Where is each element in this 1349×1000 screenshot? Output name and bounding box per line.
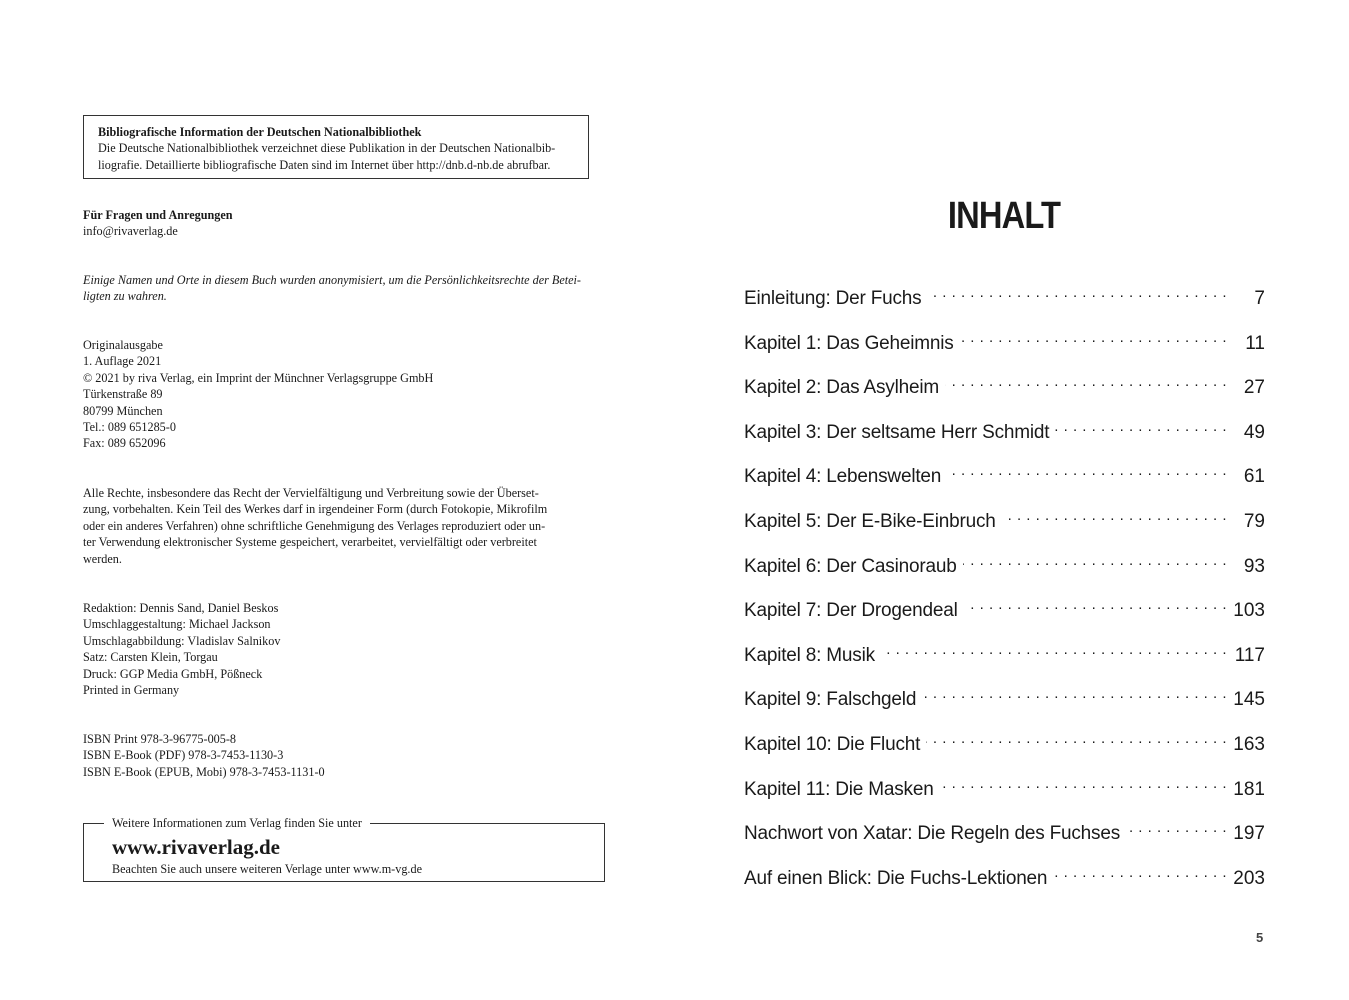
anonymization-note — [83, 272, 605, 305]
rights-block — [83, 485, 605, 567]
toc-entry-label: Auf einen Blick: Die Fuchs-Lektionen — [744, 867, 1048, 889]
toc-entry — [744, 373, 1265, 418]
toc-dot-leader — [881, 641, 1227, 661]
toc-entry — [744, 507, 1265, 552]
toc-entry-page: 27 — [1243, 377, 1265, 399]
edition-line: 80799 München — [83, 403, 163, 418]
toc-entry-label: Kapitel 4: Lebenswelten — [744, 466, 942, 488]
toc-entry-page: 117 — [1234, 644, 1265, 666]
toc-entry-label: Kapitel 1: Das Geheimnis — [744, 332, 954, 354]
edition-block — [83, 337, 605, 452]
credits-line: Umschlaggestaltung: Michael Jackson — [83, 617, 271, 632]
toc-dot-leader — [922, 685, 1227, 705]
isbn-line: ISBN E-Book (EPUB, Mobi) 978-3-7453-1131-0 — [83, 764, 325, 779]
toc-entry — [744, 775, 1265, 820]
isbn-line: ISBN Print 978-3-96775-005-8 — [83, 732, 237, 746]
toc-entry-page: 163 — [1233, 733, 1265, 755]
web-box-legend: Weitere Informationen zum Verlag finden Sie unter — [104, 815, 370, 831]
toc-entry — [744, 596, 1265, 641]
toc-entry-label: Kapitel 8: Musik — [744, 644, 875, 666]
rights-line: werden. — [83, 551, 122, 566]
toc-entry-label: Kapitel 5: Der E-Bike-Einbruch — [744, 510, 996, 532]
toc-entry-label: Kapitel 7: Der Drogendeal — [744, 600, 958, 622]
toc-entry-page: 11 — [1245, 332, 1265, 354]
page-number: 5 — [1256, 930, 1264, 945]
isbn-block — [83, 731, 605, 780]
toc-entry — [744, 552, 1265, 597]
toc-dot-leader — [960, 329, 1227, 349]
toc-entry — [744, 641, 1265, 686]
toc-entry-page: 103 — [1233, 600, 1265, 622]
rights-line: zung, vorbehalten. Kein Teil des Werkes darf in irgendeiner Form (durch Fotokopie, Mikrofilm — [83, 502, 548, 517]
publisher-web-box — [83, 816, 605, 882]
table-of-contents — [744, 284, 1265, 908]
publisher-note: Beachten Sie auch unsere weiteren Verlage unter www.m-vg.de — [112, 862, 422, 876]
toc-entry-label: Kapitel 6: Der Casinoraub — [744, 555, 957, 577]
toc-entry — [744, 864, 1265, 909]
rights-line: oder ein anderes Verfahren) ohne schriftliche Genehmigung des Verlages reproduziert oder un- — [83, 518, 546, 533]
toc-dot-leader — [1126, 819, 1227, 839]
toc-entry-label: Kapitel 9: Falschgeld — [744, 689, 917, 711]
dnb-text-line: liografie. Detaillierte bibliografische Daten sind im Internet über http://dnb.d-nb.de abrufbar. — [98, 157, 551, 172]
toc-entry-label: Kapitel 11: Die Masken — [744, 778, 934, 800]
credits-line: Redaktion: Dennis Sand, Daniel Beskos — [83, 601, 279, 615]
credits-line: Umschlagabbildung: Vladislav Salnikov — [83, 633, 281, 648]
dnb-text-line: Die Deutsche Nationalbibliothek verzeichnet diese Publikation in der Deutschen Nationalbib- — [98, 141, 556, 156]
toc-entry — [744, 685, 1265, 730]
toc-entry-page: 93 — [1243, 555, 1265, 577]
toc-entry-page: 197 — [1233, 823, 1265, 845]
edition-line: Tel.: 089 651285-0 — [83, 420, 176, 435]
edition-line: 1. Auflage 2021 — [83, 354, 162, 369]
contact-email: info@rivaverlag.de — [83, 224, 178, 239]
toc-entry-page: 61 — [1243, 466, 1265, 488]
credits-line: Satz: Carsten Klein, Torgau — [83, 650, 218, 665]
rights-line: ter Verwendung elektronischer Systeme gespeichert, verarbeitet, vervielfältigt oder verbreitet — [83, 535, 537, 550]
credits-line: Printed in Germany — [83, 683, 180, 698]
toc-entry — [744, 730, 1265, 775]
toc-entry-page: 181 — [1233, 778, 1265, 800]
toc-entry-label: Nachwort von Xatar: Die Regeln des Fuchses — [744, 823, 1121, 845]
credits-block — [83, 600, 605, 698]
toc-dot-leader — [1002, 507, 1227, 527]
toc-entry — [744, 329, 1265, 374]
note-line: ligten zu wahren. — [83, 289, 167, 304]
toc-entry — [744, 462, 1265, 507]
toc-dot-leader — [945, 373, 1227, 393]
toc-entry-page: 145 — [1233, 689, 1265, 711]
edition-line: Originalausgabe — [83, 338, 163, 352]
toc-entry-page: 79 — [1243, 510, 1265, 532]
toc-entry-label: Kapitel 2: Das Asylheim — [744, 377, 939, 399]
toc-dot-leader — [1053, 864, 1227, 884]
dnb-heading: Bibliografische Information der Deutschen Nationalbibliothek — [98, 125, 422, 139]
toc-entry — [744, 819, 1265, 864]
contact-heading: Für Fragen und Anregungen — [83, 208, 233, 222]
toc-dot-leader — [940, 775, 1227, 795]
edition-line: Fax: 089 652096 — [83, 436, 166, 451]
toc-entry-label: Einleitung: Der Fuchs — [744, 288, 922, 309]
toc-dot-leader — [947, 462, 1227, 482]
publisher-url: www.rivaverlag.de — [112, 835, 280, 859]
toc-dot-leader — [964, 596, 1227, 616]
contact-block — [83, 207, 605, 240]
toc-title: INHALT — [947, 195, 1061, 237]
toc-dot-leader — [963, 552, 1227, 572]
credits-line: Druck: GGP Media GmbH, Pößneck — [83, 666, 263, 681]
toc-entry-label: Kapitel 3: Der seltsame Herr Schmidt — [744, 421, 1050, 443]
note-line: Einige Namen und Orte in diesem Buch wurden anonymisiert, um die Persönlichkeitsrechte der Betei- — [83, 273, 581, 287]
dnb-info-box — [83, 115, 589, 179]
edition-line: Türkenstraße 89 — [83, 387, 163, 402]
toc-entry-label: Kapitel 10: Die Flucht — [744, 733, 921, 755]
toc-entry-page: 203 — [1233, 867, 1265, 889]
toc-dot-leader — [1055, 418, 1227, 438]
toc-dot-leader — [926, 730, 1227, 750]
toc-entry-page: 7 — [1254, 288, 1265, 309]
isbn-line: ISBN E-Book (PDF) 978-3-7453-1130-3 — [83, 748, 284, 763]
edition-line: © 2021 by riva Verlag, ein Imprint der Münchner Verlagsgruppe GmbH — [83, 370, 434, 385]
toc-dot-leader — [927, 284, 1227, 304]
toc-entry-page: 49 — [1243, 421, 1265, 443]
toc-entry — [744, 418, 1265, 463]
rights-line: Alle Rechte, insbesondere das Recht der Vervielfältigung und Verbreitung sowie der Überset- — [83, 486, 539, 500]
toc-entry — [744, 284, 1265, 329]
